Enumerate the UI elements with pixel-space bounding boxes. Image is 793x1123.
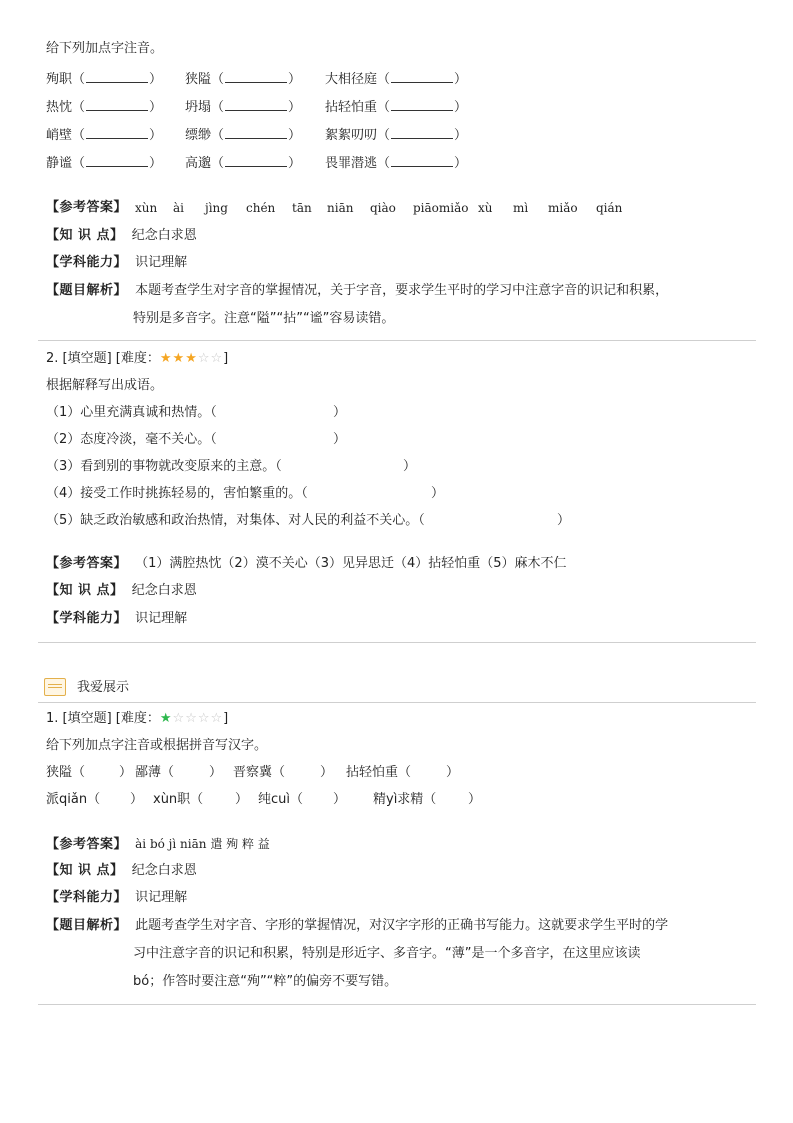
answer-blank[interactable]: （ ） — [211, 100, 302, 115]
word-text: 缥缈 — [185, 128, 212, 143]
pinyin-answer: xù — [478, 201, 493, 215]
word-item — [325, 127, 467, 142]
pinyin-answer: xùn — [135, 201, 158, 215]
fill-question: 精yì求精（ — [373, 792, 437, 807]
answer-blank[interactable]: （ ） — [211, 72, 302, 87]
answer-blank-close[interactable]: ） — [209, 765, 223, 780]
word-item — [185, 99, 301, 114]
pinyin-answer: qián — [596, 201, 623, 215]
fill-question: 纯cuì（ — [258, 792, 303, 807]
answer-blank[interactable]: （ ） — [72, 156, 163, 171]
analysis-tag: 【题目解析】 — [46, 918, 128, 933]
s3-ability-row — [46, 891, 187, 904]
word-text: 热忱 — [46, 100, 73, 115]
answer-blank-close[interactable]: ） — [333, 432, 347, 447]
word-item — [46, 155, 162, 170]
word-text: 高邈 — [185, 156, 212, 171]
answer-blank-close[interactable]: ） — [431, 486, 445, 501]
s1-kp-row — [46, 229, 197, 242]
answer-blank-close[interactable]: ） — [235, 792, 249, 807]
pinyin-answer: niān — [327, 201, 354, 215]
answer-blank[interactable]: （ ） — [211, 156, 302, 171]
kp-tag: 【知 识 点】 — [46, 583, 124, 598]
answer-value: （1）满腔热忱（2）漠不关心（3）见异思迁（4）拈轻怕重（5）麻木不仁 — [135, 556, 567, 571]
answer-blank-close[interactable]: ） — [320, 765, 334, 780]
pinyin-answer: miǎo — [548, 201, 578, 215]
answer-tag: 【参考答案】 — [46, 837, 128, 852]
fill-question: 鄙薄（ — [135, 765, 175, 780]
ability-value: 识记理解 — [135, 890, 188, 905]
word-item — [325, 99, 467, 114]
analysis-tag: 【题目解析】 — [46, 283, 128, 298]
word-item — [185, 127, 301, 142]
analysis-line-2: 习中注意字音的识记和积累，特别是形近字、多音字。“薄”是一个多音字，在这里应该读 — [133, 946, 641, 961]
answer-blank-close[interactable]: ） — [130, 792, 144, 807]
answer-blank-close[interactable]: ） — [446, 765, 460, 780]
answer-value: ài bó jì niān 遣 殉 粹 益 — [135, 837, 270, 851]
idiom-question: （1）心里充满真诚和热情。（ — [46, 405, 217, 420]
difficulty-stars-filled: ★ — [159, 711, 173, 726]
answer-blank-close[interactable]: ） — [333, 792, 347, 807]
word-text: 拈轻怕重 — [325, 100, 378, 115]
analysis-line-2: 特别是多音字。注意“隘”“拈”“谧”容易读错。 — [133, 311, 395, 326]
answer-blank[interactable]: （ ） — [377, 156, 468, 171]
answer-blank-close[interactable]: ） — [468, 792, 482, 807]
answer-blank[interactable]: （ ） — [377, 128, 468, 143]
word-item — [325, 71, 467, 86]
answer-blank-close[interactable]: ） — [119, 765, 133, 780]
fill-question: 晋察冀（ — [233, 765, 286, 780]
word-item — [185, 155, 301, 170]
pinyin-answer: qiào — [370, 201, 396, 215]
divider — [38, 702, 756, 703]
idiom-question: （4）接受工作时挑拣轻易的，害怕繁重的。（ — [46, 486, 308, 501]
answer-blank[interactable]: （ ） — [377, 100, 468, 115]
word-text: 狭隘 — [185, 72, 212, 87]
answer-blank[interactable]: （ ） — [211, 128, 302, 143]
s2-header-end: ] — [223, 351, 229, 366]
analysis-line-1: 本题考查学生对字音的掌握情况，关于字音，要求学生平时的学习中注意字音的识记和积累， — [135, 283, 669, 298]
ability-value: 识记理解 — [135, 611, 188, 626]
divider — [38, 340, 756, 341]
fill-question: 狭隘（ — [46, 765, 86, 780]
word-item — [325, 155, 467, 170]
difficulty-stars-filled: ★★★ — [159, 351, 198, 366]
s3-header-end: ] — [223, 711, 229, 726]
kp-value: 纪念白求恩 — [131, 583, 197, 598]
word-item — [46, 99, 162, 114]
pinyin-answer: ài — [173, 201, 184, 215]
answer-blank-close[interactable]: ） — [333, 405, 347, 420]
section-icon — [44, 678, 66, 696]
word-text: 絮絮叨叨 — [325, 128, 378, 143]
s2-kp-row — [46, 584, 197, 597]
word-text: 静谧 — [46, 156, 73, 171]
difficulty-stars-empty: ☆☆ — [197, 351, 224, 366]
kp-value: 纪念白求恩 — [131, 863, 197, 878]
pinyin-answer: mì — [513, 201, 529, 215]
ability-tag: 【学科能力】 — [46, 611, 128, 626]
section-title: 我爱展示 — [77, 680, 130, 695]
analysis-line-3: bó；作答时要注意“殉”“粹”的偏旁不要写错。 — [133, 974, 398, 989]
pinyin-answer: piāomiǎo — [413, 201, 469, 215]
answer-blank-close[interactable]: ） — [557, 513, 571, 528]
pinyin-answer: jìng — [205, 201, 228, 215]
s3-header-text: 1. [填空题] [难度： — [46, 711, 160, 726]
s3-header — [46, 712, 228, 725]
kp-tag: 【知 识 点】 — [46, 228, 124, 243]
fill-question: xùn职（ — [153, 792, 204, 807]
answer-blank[interactable]: （ ） — [377, 72, 468, 87]
divider — [38, 1004, 756, 1005]
kp-value: 纪念白求恩 — [131, 228, 197, 243]
ability-value: 识记理解 — [135, 255, 188, 270]
word-text: 大相径庭 — [325, 72, 378, 87]
s3-answer-row — [46, 838, 270, 851]
pinyin-answer: chén — [246, 201, 276, 215]
s2-instruction: 根据解释写出成语。 — [46, 378, 164, 393]
analysis-line-1: 此题考查学生对字音、字形的掌握情况，对汉字字形的正确书写能力。这就要求学生平时的学 — [135, 918, 669, 933]
word-text: 畏罪潜逃 — [325, 156, 378, 171]
answer-blank[interactable]: （ ） — [72, 100, 163, 115]
word-item — [46, 127, 162, 142]
s2-header-text: 2. [填空题] [难度： — [46, 351, 160, 366]
answer-blank-close[interactable]: ） — [403, 459, 417, 474]
word-text: 坍塌 — [185, 100, 212, 115]
s2-answer-row — [46, 557, 567, 570]
s3-instruction: 给下列加点字注音或根据拼音写汉字。 — [46, 738, 268, 753]
answer-tag: 【参考答案】 — [46, 200, 128, 215]
difficulty-stars-empty: ☆☆☆☆ — [172, 711, 224, 726]
pinyin-answer: tān — [292, 201, 312, 215]
word-item — [185, 71, 301, 86]
kp-tag: 【知 识 点】 — [46, 863, 124, 878]
s1-answer-row — [46, 201, 127, 214]
s2-header — [46, 352, 228, 365]
ability-tag: 【学科能力】 — [46, 255, 128, 270]
word-text: 殉职 — [46, 72, 73, 87]
s1-ability-row — [46, 256, 187, 269]
fill-question: 派qiǎn（ — [46, 792, 101, 807]
s1-instruction: 给下列加点字注音。 — [46, 41, 164, 56]
answer-tag: 【参考答案】 — [46, 556, 128, 571]
fill-question: 拈轻怕重（ — [346, 765, 412, 780]
ability-tag: 【学科能力】 — [46, 890, 128, 905]
divider — [38, 642, 756, 643]
s3-analysis-row — [46, 919, 668, 932]
s1-analysis-row — [46, 284, 668, 297]
idiom-question: （5）缺乏政治敏感和政治热情，对集体、对人民的利益不关心。（ — [46, 513, 425, 528]
answer-blank[interactable]: （ ） — [72, 128, 163, 143]
s3-kp-row — [46, 864, 197, 877]
word-item — [46, 71, 162, 86]
idiom-question: （3）看到别的事物就改变原来的主意。（ — [46, 459, 282, 474]
word-text: 峭壁 — [46, 128, 73, 143]
s2-ability-row — [46, 612, 187, 625]
answer-blank[interactable]: （ ） — [72, 72, 163, 87]
idiom-question: （2）态度冷淡，毫不关心。（ — [46, 432, 217, 447]
